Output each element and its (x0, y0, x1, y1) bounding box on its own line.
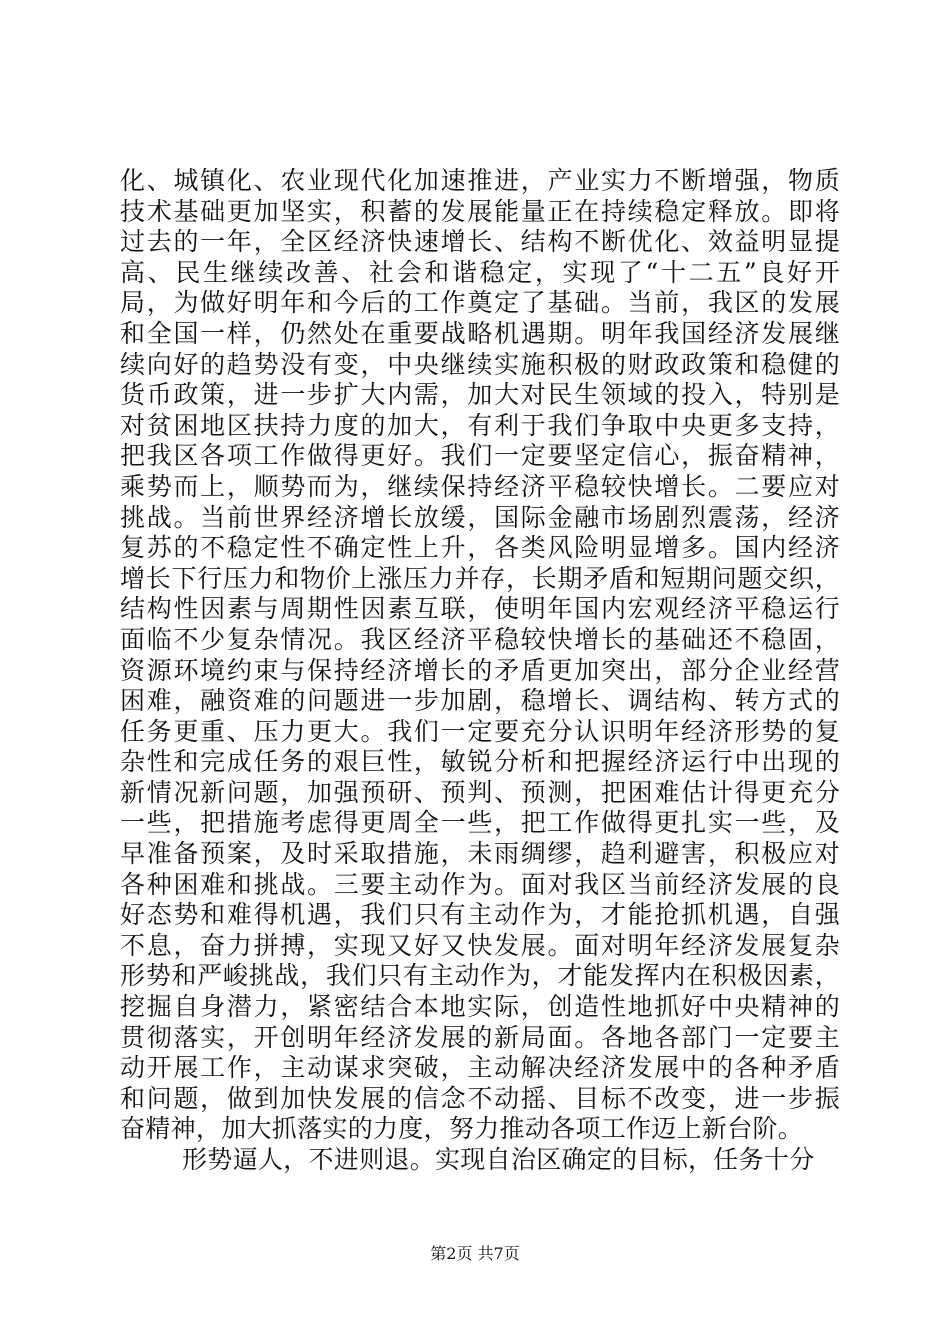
text-line: 局，为做好明年和今后的工作奠定了基础。当前，我区的发展 (120, 288, 840, 318)
text-line: 把我区各项工作做得更好。我们一定要坚定信心，振奋精神， (120, 441, 840, 471)
text-line: 挖掘自身潜力，紧密结合本地实际，创造性地抓好中央精神的 (120, 992, 840, 1022)
text-line: 早准备预案，及时采取措施，未雨绸缪，趋利避害，积极应对 (120, 839, 840, 869)
text-line: 货币政策，进一步扩大内需，加大对民生领域的投入，特别是 (120, 380, 840, 410)
text-line: 续向好的趋势没有变，中央继续实施积极的财政政策和稳健的 (120, 349, 840, 379)
text-line: 挑战。当前世界经济增长放缓，国际金融市场剧烈震荡，经济 (120, 502, 840, 532)
text-line: 形势和严峻挑战，我们只有主动作为，才能发挥内在积极因素， (120, 961, 840, 991)
text-line: 化、城镇化、农业现代化加速推进，产业实力不断增强，物质 (120, 166, 840, 195)
text-line: 杂性和完成任务的艰巨性，敏锐分析和把握经济运行中出现的 (120, 747, 840, 777)
text-line: 增长下行压力和物价上涨压力并存，长期矛盾和短期问题交织， (120, 563, 840, 593)
text-line: 资源环境约束与保持经济增长的矛盾更加突出，部分企业经营 (120, 655, 840, 685)
text-line: 面临不少复杂情况。我区经济平稳较快增长的基础还不稳固， (120, 624, 840, 654)
text-line: 结构性因素与周期性因素互联，使明年国内宏观经济平稳运行 (120, 594, 840, 624)
text-line: 困难，融资难的问题进一步加剧，稳增长、调结构、转方式的 (120, 686, 840, 716)
paragraph-end-line: 奋精神，加大抓落实的力度，努力推动各项工作迈上新台阶。 (120, 1114, 804, 1144)
text-line: 各种困难和挑战。三要主动作为。面对我区当前经济发展的良 (120, 869, 840, 899)
text-line: 技术基础更加坚实，积蓄的发展能量正在持续稳定释放。即将 (120, 196, 840, 226)
text-line: 乘势而上，顺势而为，继续保持经济平稳较快增长。二要应对 (120, 471, 840, 501)
text-line: 过去的一年，全区经济快速增长、结构不断优化、效益明显提 (120, 227, 840, 257)
text-line: 对贫困地区扶持力度的加大，有利于我们争取中央更多支持， (120, 410, 840, 440)
page-number-footer: 第2页 共7页 (430, 1244, 520, 1263)
text-line: 高、民生继续改善、社会和谐稳定，实现了“十二五”良好开 (120, 257, 840, 287)
text-line: 动开展工作，主动谋求突破，主动解决经济发展中的各种矛盾 (120, 1053, 840, 1083)
text-line: 和问题，做到加快发展的信念不动摇、目标不改变，进一步振 (120, 1083, 840, 1113)
body-text (120, 166, 840, 1176)
text-line: 一些，把措施考虑得更周全一些，把工作做得更扎实一些，及 (120, 808, 840, 838)
text-line: 贯彻落实，开创明年经济发展的新局面。各地各部门一定要主 (120, 1022, 840, 1052)
text-line: 新情况新问题，加强预研、预判、预测，把困难估计得更充分 (120, 777, 840, 807)
text-line: 和全国一样，仍然处在重要战略机遇期。明年我国经济发展继 (120, 318, 840, 348)
text-line: 任务更重、压力更大。我们一定要充分认识明年经济形势的复 (120, 716, 840, 746)
text-line: 好态势和难得机遇，我们只有主动作为，才能抢抓机遇，自强 (120, 900, 840, 930)
paragraph-start-line: 形势逼人，不进则退。实现自治区确定的目标，任务十分 (182, 1145, 815, 1174)
text-line: 复苏的不稳定性不确定性上升，各类风险明显增多。国内经济 (120, 533, 840, 563)
text-line: 不息，奋力拼搏，实现又好又快发展。面对明年经济发展复杂 (120, 930, 840, 960)
